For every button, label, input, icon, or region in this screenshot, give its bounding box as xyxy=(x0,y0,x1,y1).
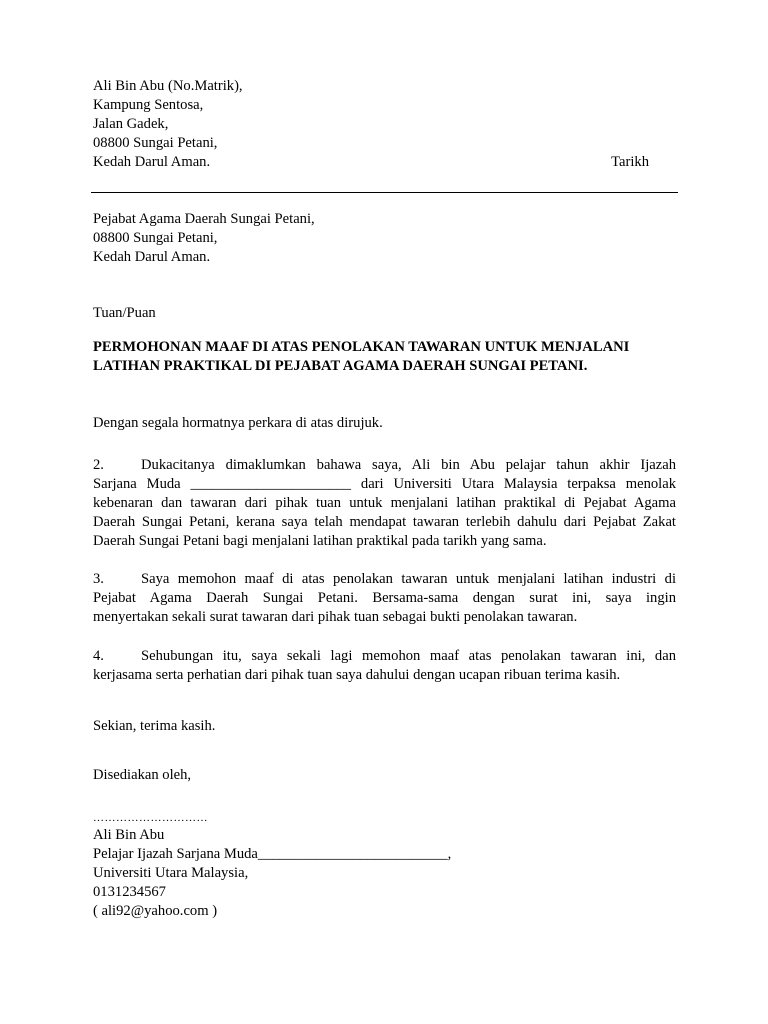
paragraph-line: 3. Saya memohon maaf di atas penolakan tawaran untuk menjalani latihan industri di xyxy=(93,571,676,587)
recipient-address xyxy=(93,210,676,267)
subject-heading xyxy=(93,338,676,376)
closing-block xyxy=(93,717,676,736)
signature-line: Universiti Utara Malaysia, xyxy=(93,865,249,881)
sender-line: 08800 Sungai Petani, xyxy=(93,135,218,151)
date-label: Tarikh xyxy=(611,154,649,170)
recipient-line: Kedah Darul Aman. xyxy=(93,249,211,265)
paragraph-number: 2. xyxy=(93,457,104,473)
paragraph-3 xyxy=(93,570,676,627)
paragraph-line: menyertakan sekali surat tawaran dari pihak tuan sebagai bukti penolakan tawaran. xyxy=(93,609,578,625)
paragraph-line: 2. Dukacitanya dimaklumkan bahawa saya, Ali bin Abu pelajar tahun akhir Ijazah xyxy=(93,457,676,473)
paragraph-number: 4. xyxy=(93,648,104,664)
signature-line: Pelajar Ijazah Sarjana Muda__________________________, xyxy=(93,846,452,862)
paragraph-line: 4. Sehubungan itu, saya sekali lagi memohon maaf atas penolakan tawaran ini, dan xyxy=(93,648,676,664)
opening-block xyxy=(93,414,676,433)
signature-area xyxy=(93,811,676,825)
sender-address xyxy=(93,77,676,172)
recipient-line: Pejabat Agama Daerah Sungai Petani, xyxy=(93,211,315,227)
paragraph-line: Sarjana Muda ______________________ dari Universiti Utara Malaysia terpaksa menolak xyxy=(93,476,676,492)
signature-phone: 0131234567 xyxy=(93,884,166,900)
prepared-by-line: Disediakan oleh, xyxy=(93,767,192,783)
paragraph-line: kerjasama serta perhatian dari pihak tuan saya dahului dengan ucapan ribuan terima kasih. xyxy=(93,667,621,683)
paragraph-number: 3. xyxy=(93,571,104,587)
sender-line: Ali Bin Abu (No.Matrik), xyxy=(93,78,243,94)
closing-line: Sekian, terima kasih. xyxy=(93,718,216,734)
paragraph-line: Pejabat Agama Daerah Sungai Petani. Bersama-sama dengan surat ini, saya ingin xyxy=(93,590,676,606)
salutation-block xyxy=(93,304,676,323)
signature-email: ( ali92@yahoo.com ) xyxy=(93,903,218,919)
sender-line: Kampung Sentosa, xyxy=(93,97,204,113)
subject-line: PERMOHONAN MAAF DI ATAS PENOLAKAN TAWARAN UNTUK MENJALANI xyxy=(93,339,630,355)
paragraph-line: Daerah Sungai Petani bagi menjalani latihan praktikal pada tarikh yang sama. xyxy=(93,533,547,549)
header-divider xyxy=(91,192,678,193)
paragraph-line: kebenaran dan tawaran dari pihak tuan untuk menjalani latihan praktikal di Pejabat Agama xyxy=(93,495,676,511)
sender-line: Kedah Darul Aman. xyxy=(93,154,211,170)
signature-block xyxy=(93,826,676,921)
paragraph-line: Daerah Sungai Petani, kerana saya telah mendapat tawaran terlebih dahulu dari Pejabat Zakat xyxy=(93,514,676,530)
signature-dots: ………………………… xyxy=(93,812,208,824)
prepared-by-block xyxy=(93,766,676,785)
opening-line: Dengan segala hormatnya perkara di atas dirujuk. xyxy=(93,415,383,431)
subject-line: LATIHAN PRAKTIKAL DI PEJABAT AGAMA DAERAH SUNGAI PETANI. xyxy=(93,358,588,374)
sender-line: Jalan Gadek, xyxy=(93,116,169,132)
recipient-line: 08800 Sungai Petani, xyxy=(93,230,218,246)
signature-name: Ali Bin Abu xyxy=(93,827,165,843)
paragraph-4 xyxy=(93,647,676,685)
sender-last-row xyxy=(93,153,676,172)
salutation: Tuan/Puan xyxy=(93,305,156,321)
paragraph-2 xyxy=(93,456,676,551)
